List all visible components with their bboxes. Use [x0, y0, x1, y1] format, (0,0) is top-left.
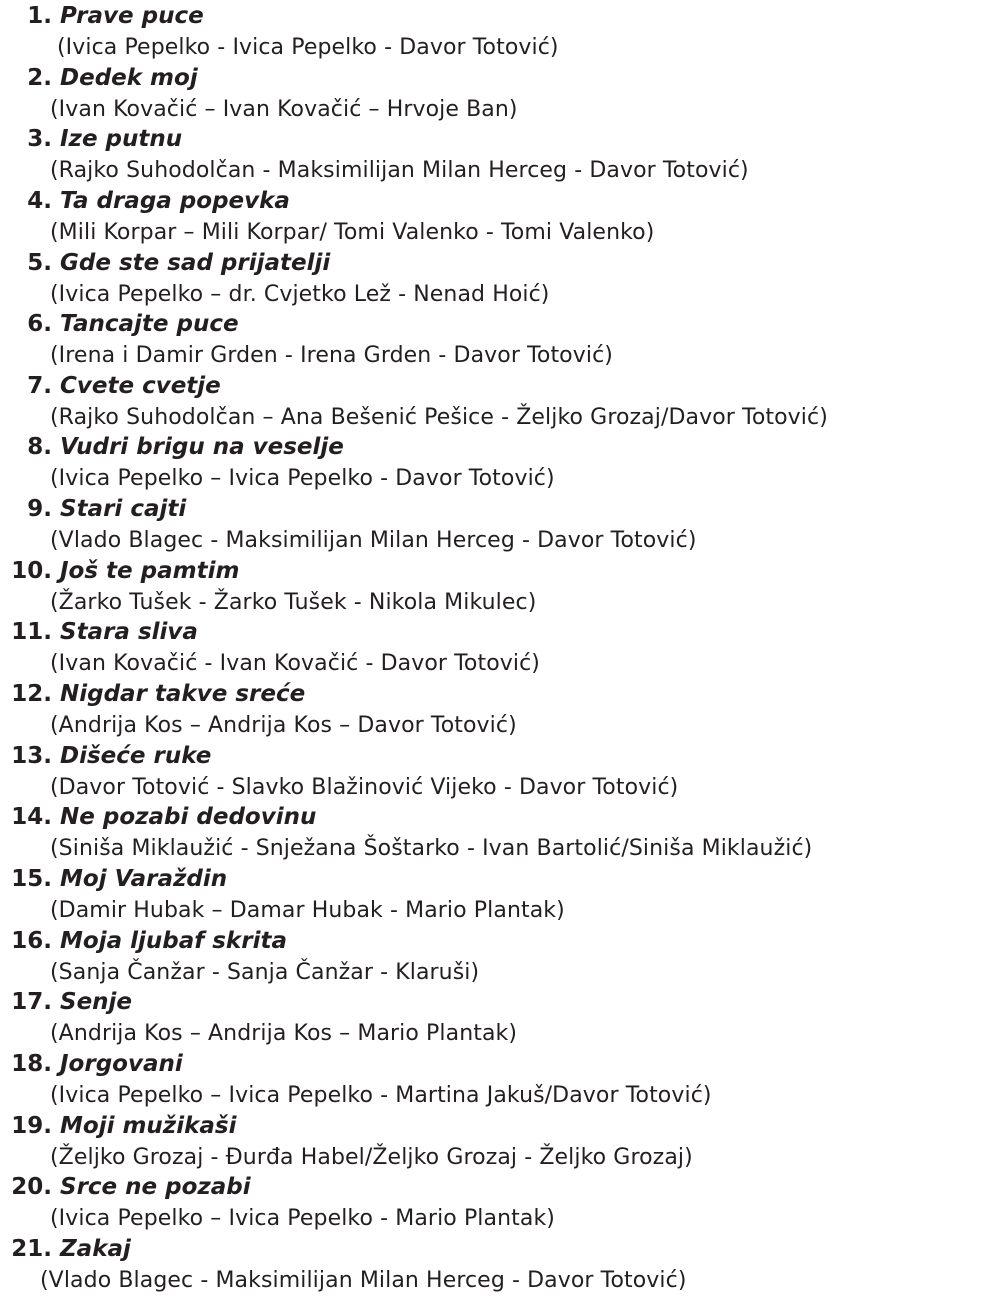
track-item: [0, 863, 1000, 925]
track-title: Stara sliva: [60, 619, 198, 646]
track-title: Ta draga popevka: [60, 187, 290, 214]
track-title: Zakaj: [60, 1235, 131, 1262]
track-title: Prave puce: [60, 3, 204, 29]
track-credits: (Vlado Blagec - Maksimilijan Milan Herceg - Davor Totović): [40, 1267, 687, 1293]
track-item: [0, 925, 1000, 987]
track-credits: (Irena i Damir Grden - Irena Grden - Davor Totović): [50, 343, 613, 369]
track-title: Vudri brigu na veselje: [60, 434, 344, 461]
track-item: [0, 62, 1000, 124]
track-credits: (Ivan Kovačić - Ivan Kovačić - Davor Totović): [50, 651, 540, 677]
track-item: [0, 431, 1000, 493]
track-number: 19.: [11, 1112, 52, 1139]
track-number: 20.: [11, 1174, 52, 1201]
track-title: Ne pozabi dedovinu: [60, 804, 317, 831]
track-title: Moja ljubaf skrita: [60, 927, 287, 954]
track-number: 3.: [27, 126, 52, 153]
track-item: [0, 1171, 1000, 1233]
track-number: 8.: [27, 434, 52, 461]
track-title: Moji mužikaši: [60, 1112, 237, 1139]
track-number: 14.: [11, 804, 52, 831]
track-credits: (Rajko Suhodolčan - Maksimilijan Milan Herceg - Davor Totović): [50, 158, 749, 184]
track-item: [0, 308, 1000, 370]
track-title: Stari cajti: [60, 496, 187, 523]
track-credits: (Ivica Pepelko – Ivica Pepelko - Davor Totović): [50, 466, 555, 492]
track-credits: (Ivica Pepelko – Ivica Pepelko - Mario Plantak): [50, 1206, 555, 1232]
track-credits: (Ivica Pepelko - Ivica Pepelko - Davor Totović): [57, 35, 559, 60]
track-title: Nigdar takve sreće: [60, 681, 306, 708]
track-number: 15.: [11, 865, 52, 892]
track-number: 1.: [27, 3, 52, 29]
track-title: Dišeće ruke: [60, 742, 212, 769]
track-item: [0, 1048, 1000, 1110]
track-item: [0, 986, 1000, 1048]
track-item: [0, 123, 1000, 185]
track-number: 18.: [11, 1050, 52, 1077]
track-number: 10.: [11, 557, 52, 584]
track-number: 13.: [11, 742, 52, 769]
track-number: 17.: [11, 989, 52, 1016]
track-item: [0, 740, 1000, 802]
track-title: Dedek moj: [60, 64, 198, 91]
track-number: 4.: [27, 187, 52, 214]
track-item: [0, 0, 1000, 62]
track-number: 7.: [27, 372, 52, 399]
track-credits: (Damir Hubak – Damar Hubak - Mario Plantak): [50, 897, 565, 923]
track-title: Gde ste sad prijatelji: [60, 249, 331, 276]
track-credits: (Rajko Suhodolčan – Ana Bešenić Pešice - Željko Grozaj/Davor Totović): [50, 404, 828, 430]
track-title: Tancajte puce: [60, 311, 239, 338]
track-number: 9.: [27, 496, 52, 523]
track-credits: (Andrija Kos – Andrija Kos – Davor Totović): [50, 713, 517, 739]
track-item: [0, 493, 1000, 555]
track-title: Jorgovani: [60, 1050, 183, 1077]
track-credits: (Siniša Miklaužić - Snježana Šoštarko - Ivan Bartolić/Siniša Miklaužić): [50, 836, 813, 862]
track-credits: (Željko Grozaj - Đurđa Habel/Željko Grozaj - Željko Grozaj): [50, 1144, 693, 1170]
track-title: Srce ne pozabi: [60, 1174, 251, 1201]
track-title: Cvete cvetje: [60, 372, 221, 399]
track-item: [0, 616, 1000, 678]
track-title: Ize putnu: [60, 126, 183, 153]
track-credits: (Ivica Pepelko – dr. Cvjetko Lež - Nenad Hoić): [50, 281, 550, 307]
track-item: [0, 1110, 1000, 1172]
track-number: 11.: [11, 619, 52, 646]
track-item: [0, 1233, 1000, 1295]
track-credits: (Andrija Kos – Andrija Kos – Mario Plantak): [50, 1021, 518, 1047]
track-number: 12.: [11, 681, 52, 708]
track-number: 5.: [27, 249, 52, 276]
track-number: 16.: [11, 927, 52, 954]
track-credits: (Mili Korpar – Mili Korpar/ Tomi Valenko - Tomi Valenko): [50, 219, 655, 245]
track-item: [0, 555, 1000, 617]
track-credits: (Ivan Kovačić – Ivan Kovačić – Hrvoje Ban): [50, 96, 518, 122]
track-item: [0, 370, 1000, 432]
track-credits: (Sanja Čanžar - Sanja Čanžar - Klaruši): [50, 959, 480, 985]
track-number: 21.: [11, 1235, 52, 1262]
track-title: Moj Varaždin: [60, 865, 228, 892]
track-item: [0, 247, 1000, 309]
track-title: Još te pamtim: [60, 557, 240, 584]
track-number: 2.: [27, 64, 52, 91]
track-title: Senje: [60, 989, 133, 1016]
track-credits: (Žarko Tušek - Žarko Tušek - Nikola Mikulec): [50, 589, 537, 615]
track-credits: (Vlado Blagec - Maksimilijan Milan Herceg - Davor Totović): [50, 528, 697, 554]
track-number: 6.: [27, 311, 52, 338]
track-item: [0, 801, 1000, 863]
track-credits: (Davor Totović - Slavko Blažinović Vijeko - Davor Totović): [50, 774, 679, 800]
track-item: [0, 185, 1000, 247]
track-item: [0, 678, 1000, 740]
track-credits: (Ivica Pepelko – Ivica Pepelko - Martina Jakuš/Davor Totović): [50, 1082, 712, 1108]
